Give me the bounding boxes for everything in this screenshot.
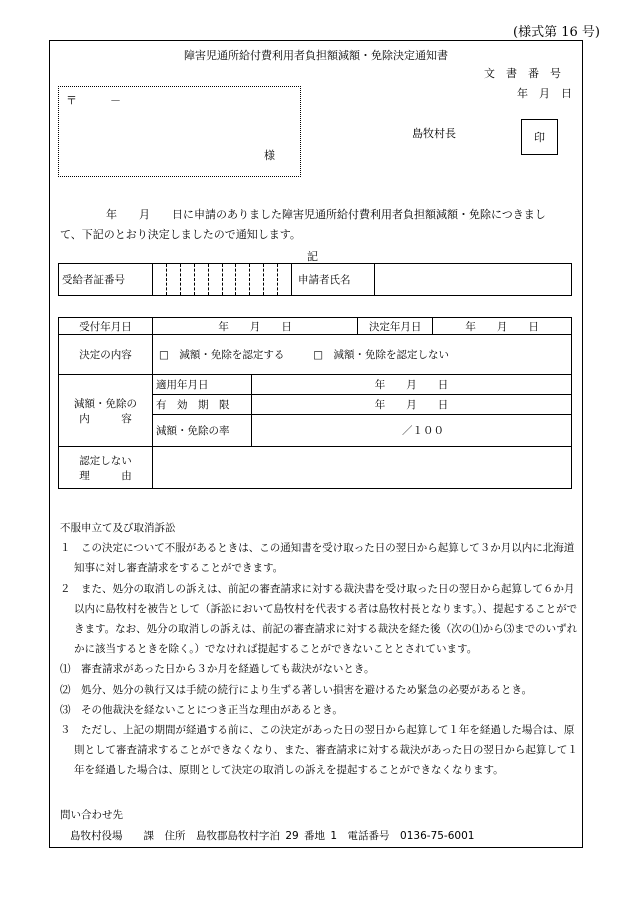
received-date-value: 年 月 日 [153,318,358,335]
objection-sub-3: ⑶ その他裁決を経ないことにつき正当な理由があるとき。 [60,703,343,716]
mayor-title: 島牧村長 [412,127,456,140]
cert-digit-boxes [153,264,291,295]
digit-box [223,264,237,295]
objection-sub-1: ⑴ 審査請求があった日から３か月を経過しても裁決がないとき。 [60,663,375,676]
objection-heading: 不服申立て及び取消訴訟 [60,522,176,534]
valid-until-value: 年 月 日 [252,395,572,415]
recipient-honorific: 様 [264,149,275,162]
option-approve[interactable]: □ 減額・免除を認定する [159,349,285,361]
reject-reason-field[interactable] [153,447,572,489]
digit-box [153,264,167,295]
objection-item-2: ２ また、処分の取消しの訴えは、前記の審査請求に対する裁決書を受け取った日の翌日から起算して６か月以内に島牧村を被告として（訴訟において島牧村を代表する者は島牧村長となります。）、提起することができます。なお、処分の取消しの訴えは、前記の審査請求に対する裁決を経た後（次の⑴から⑶までのいずれかに該当するときを除く。）でなければ提起することができないこととされています。 [60,582,578,656]
ki-mark: 記 [307,250,318,263]
objection-sub-2: ⑵ 処分、処分の執行又は手続の続行により生ずる著しい損害を避けるため緊急の必要があるとき。 [60,683,533,696]
reject-reason-label: 認定しない 理 由 [59,447,153,489]
apply-date-value: 年 月 日 [252,375,572,395]
cert-number-label: 受給者証番号 [59,264,153,296]
apply-date-label: 適用年月日 [153,375,252,395]
recipient-table [58,263,572,296]
decided-date-label: 決定年月日 [358,318,433,335]
postal-code: 〒 － [66,94,121,107]
intro-line-1: 年 月 日に申請のありました障害児通所給付費利用者負担額減額・免除につきまし [106,208,546,221]
decided-date-value: 年 月 日 [433,318,572,335]
contact-line: 島牧村役場 課 住所 島牧郡島牧村字泊 29 番地 1 電話番号 0136-75-6001 [70,830,475,842]
digit-box [278,264,291,295]
objection-item-1: １ この決定について不服があるときは、この通知書を受け取った日の翌日から起算して３か月以内に北海道知事に対し審査請求をすることができます。 [60,542,575,575]
doc-number-label: 文書番号 [484,67,572,80]
reduction-content-label: 減額・免除の 内 容 [59,375,153,447]
contact-heading: 問い合わせ先 [60,809,123,821]
reduction-rate-label: 減額・免除の率 [153,415,252,447]
form-number: (様式第 16 号) [513,25,600,40]
decision-label: 決定の内容 [59,335,153,375]
digit-box [195,264,209,295]
applicant-name-label: 申請者氏名 [292,264,375,296]
applicant-name-field[interactable] [375,264,572,296]
valid-until-label: 有 効 期 限 [153,395,252,415]
received-date-label: 受付年月日 [59,318,153,335]
option-reject[interactable]: □ 減額・免除を認定しない [313,349,450,361]
seal-box: 印 [521,119,558,155]
digit-box [264,264,278,295]
issue-date: 年 月 日 [517,87,572,100]
objection-section [60,518,580,781]
digit-box [167,264,181,295]
digit-box [209,264,223,295]
cert-number-field[interactable] [153,264,292,296]
decision-table [58,317,572,489]
intro-line-2: て、下記のとおり決定しましたので通知します。 [60,228,301,241]
digit-box [181,264,195,295]
digit-box [236,264,250,295]
digit-box [250,264,264,295]
objection-item-3: ３ ただし、上記の期間が経過する前に、この決定があった日の翌日から起算して１年を経過した場合は、原則として審査請求することができなくなり、また、審査請求に対する裁決があった日の翌日から起算して１年を経過した場合は、原則として決定の取消しの訴えを提起することができなくなります。 [60,724,578,777]
document-title: 障害児通所給付費利用者負担額減額・免除決定通知書 [184,49,448,62]
decision-options [153,335,572,375]
reduction-rate-value: ／１００ [252,415,572,447]
